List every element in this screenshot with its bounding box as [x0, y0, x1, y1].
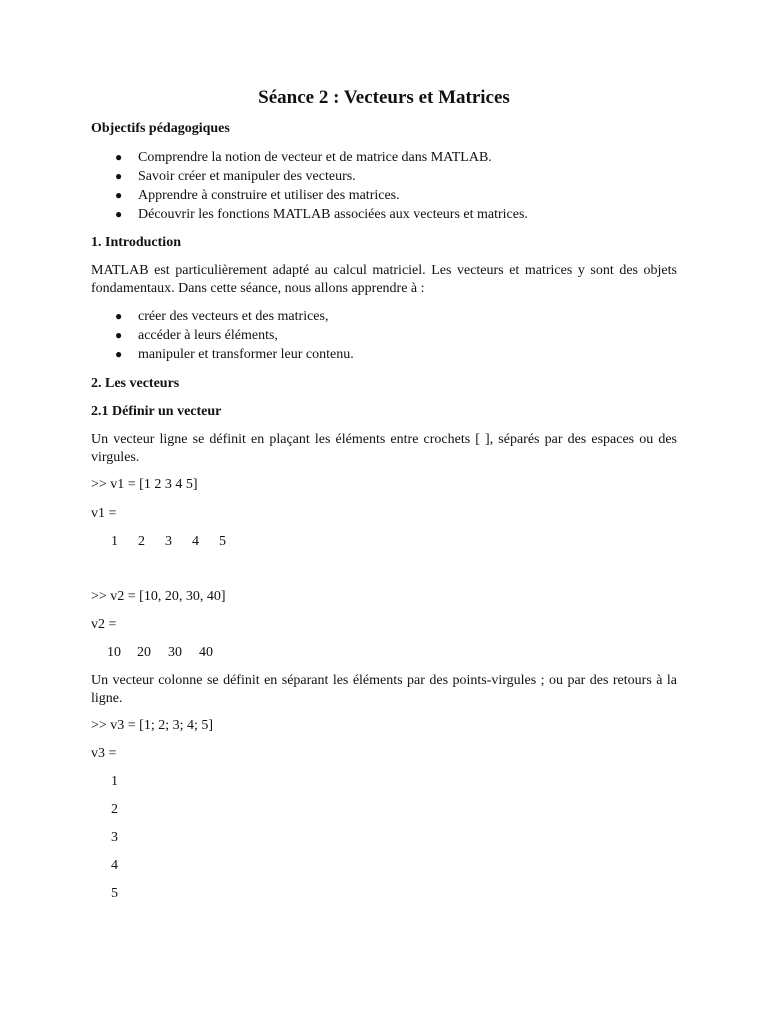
list-item: ● accéder à leurs éléments,: [115, 328, 278, 343]
v2-label: v2 =: [91, 617, 117, 632]
v3-value: 1: [111, 774, 118, 789]
v1-command: >> v1 = [1 2 3 4 5]: [91, 477, 198, 492]
list-item: ● manipuler et transformer leur contenu.: [115, 347, 354, 362]
bullet-icon: ●: [115, 328, 123, 342]
v2-command: >> v2 = [10, 20, 30, 40]: [91, 589, 226, 604]
v1-values-row: [91, 533, 291, 551]
v3-value: 3: [111, 830, 118, 845]
v3-value: 5: [111, 886, 118, 901]
vectors-heading: 2. Les vecteurs: [91, 376, 180, 391]
bullet-icon: ●: [115, 150, 123, 164]
v1-value: 4: [192, 534, 199, 549]
list-item: ● créer des vecteurs et des matrices,: [115, 309, 329, 324]
v1-value: 3: [165, 534, 172, 549]
row-vector-paragraph: Un vecteur ligne se définit en plaçant les éléments entre crochets [ ], séparés par des espaces ou des virgules.: [91, 432, 677, 465]
v2-value: 20: [137, 645, 151, 660]
v2-values-row: [91, 644, 291, 662]
v1-value: 5: [219, 534, 226, 549]
list-item: ● Comprendre la notion de vecteur et de matrice dans MATLAB.: [115, 150, 492, 165]
define-vector-subheading: 2.1 Définir un vecteur: [91, 404, 222, 419]
v3-label: v3 =: [91, 746, 117, 761]
introduction-paragraph: MATLAB est particulièrement adapté au calcul matriciel. Les vecteurs et matrices y sont des objets fondamentaux. Dans cette séance, nous allons apprendre à :: [91, 263, 677, 296]
v1-value: 2: [138, 534, 145, 549]
v2-value: 10: [107, 645, 121, 660]
bullet-icon: ●: [115, 309, 123, 323]
v2-value: 30: [168, 645, 182, 660]
v2-value: 40: [199, 645, 213, 660]
document-page: [91, 0, 677, 1024]
bullet-icon: ●: [115, 169, 123, 183]
introduction-heading: 1. Introduction: [91, 235, 181, 250]
objectives-heading: Objectifs pédagogiques: [91, 121, 230, 136]
v3-command: >> v3 = [1; 2; 3; 4; 5]: [91, 718, 214, 733]
list-item: ● Apprendre à construire et utiliser des matrices.: [115, 188, 400, 203]
list-item: ● Découvrir les fonctions MATLAB associées aux vecteurs et matrices.: [115, 207, 528, 222]
v1-value: 1: [111, 534, 118, 549]
v1-label: v1 =: [91, 506, 117, 521]
page-title: Séance 2 : Vecteurs et Matrices: [258, 87, 510, 108]
objectives-list: [91, 148, 528, 224]
column-vector-paragraph: Un vecteur colonne se définit en séparant les éléments par des points-virgules ; ou par des retours à la ligne.: [91, 673, 677, 706]
list-item: ● Savoir créer et manipuler des vecteurs.: [115, 169, 356, 184]
v3-value: 4: [111, 858, 118, 873]
introduction-list: [91, 307, 354, 364]
bullet-icon: ●: [115, 347, 123, 361]
bullet-icon: ●: [115, 207, 123, 221]
bullet-icon: ●: [115, 188, 123, 202]
v3-value: 2: [111, 802, 118, 817]
